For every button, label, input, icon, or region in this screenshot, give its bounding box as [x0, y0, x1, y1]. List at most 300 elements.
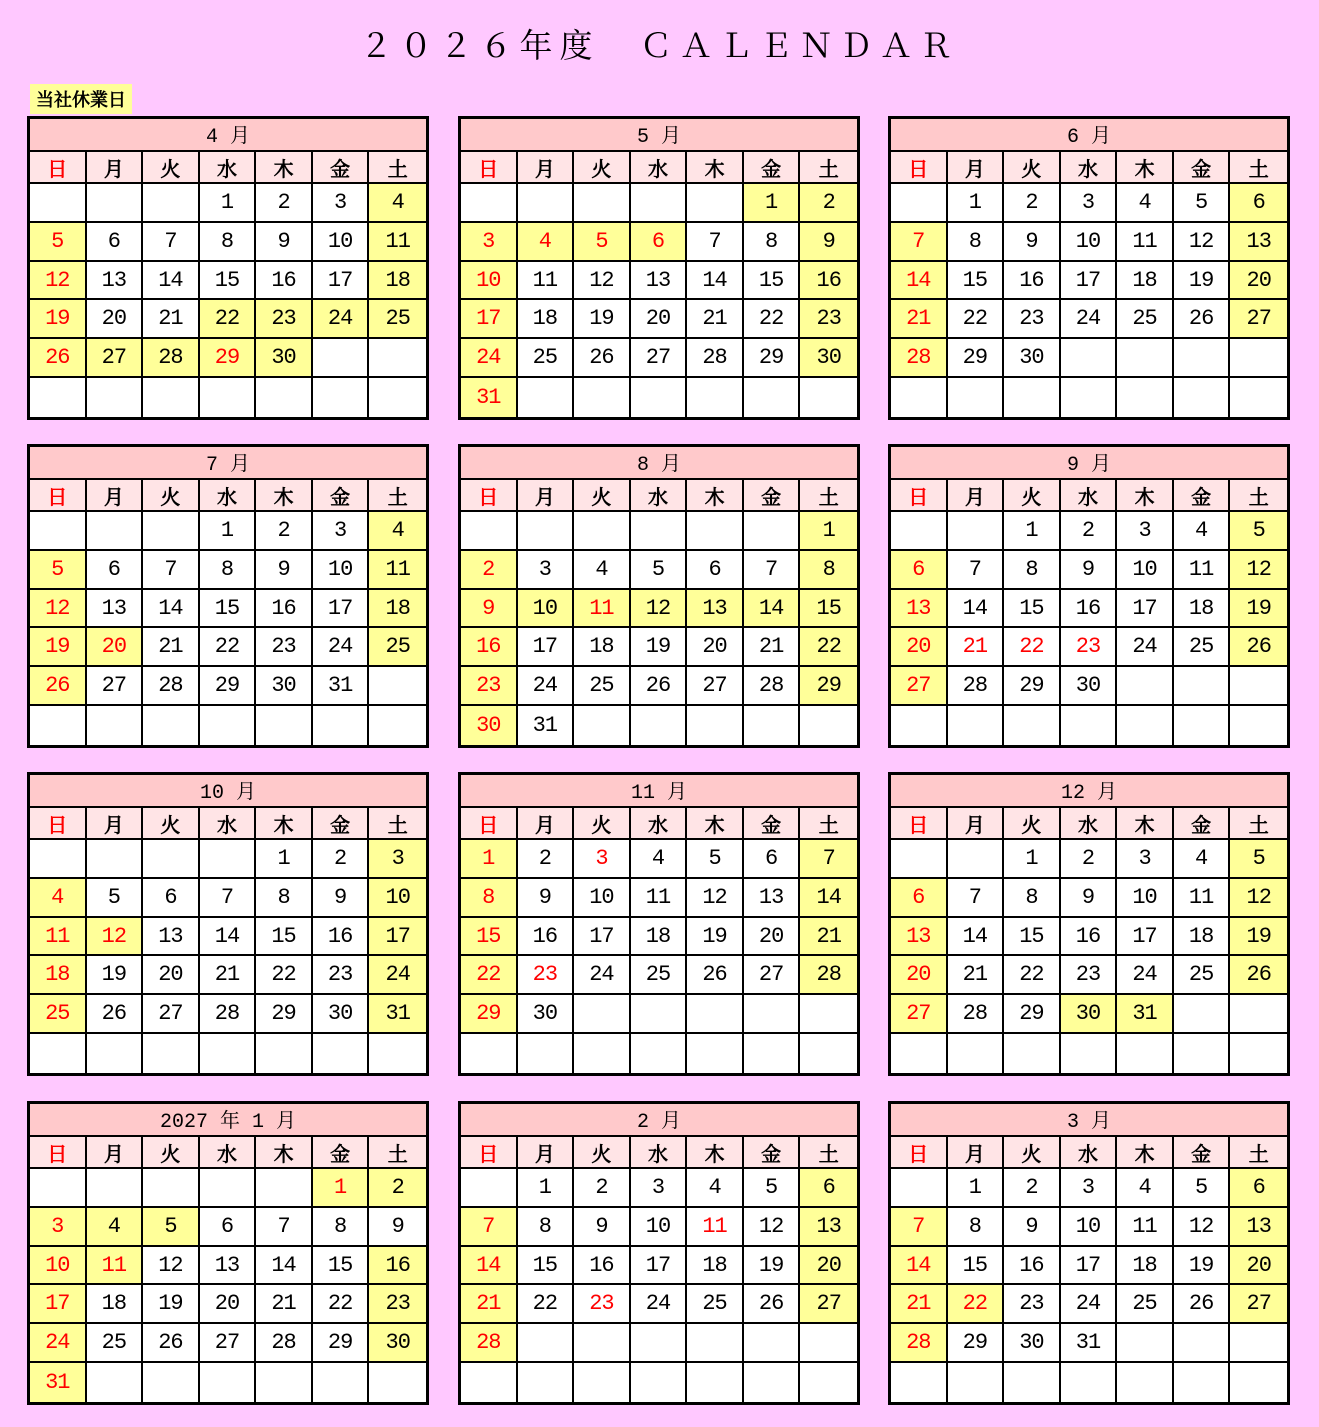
day-cell: 11 — [87, 1247, 144, 1286]
weekday-header: 日 — [891, 480, 948, 512]
empty-day-cell — [744, 1324, 801, 1363]
day-cell: 23 — [369, 1285, 426, 1324]
weekday-header: 土 — [369, 480, 426, 512]
day-cell: 19 — [87, 956, 144, 995]
day-cell: 17 — [30, 1285, 87, 1324]
empty-day-cell — [1230, 706, 1287, 745]
weekday-header: 火 — [574, 1137, 631, 1169]
day-cell: 29 — [1004, 667, 1061, 706]
day-cell: 22 — [200, 300, 257, 339]
day-cell: 9 — [1004, 1208, 1061, 1247]
empty-day-cell — [687, 1324, 744, 1363]
empty-day-cell — [143, 184, 200, 223]
weekday-header: 日 — [891, 808, 948, 840]
day-cell: 1 — [744, 184, 801, 223]
empty-day-cell — [143, 1169, 200, 1208]
weekday-header: 月 — [948, 480, 1005, 512]
day-cell: 15 — [800, 590, 857, 629]
weekday-header: 金 — [744, 1137, 801, 1169]
day-cell: 24 — [574, 956, 631, 995]
day-cell: 31 — [30, 1363, 87, 1402]
day-cell: 5 — [30, 223, 87, 262]
empty-day-cell — [200, 840, 257, 879]
day-cell: 23 — [1004, 1285, 1061, 1324]
day-cell: 14 — [891, 1247, 948, 1286]
empty-day-cell — [948, 1034, 1005, 1073]
month-calendar — [458, 116, 860, 420]
day-cell: 17 — [1117, 918, 1174, 957]
empty-day-cell — [256, 1034, 313, 1073]
day-cell: 13 — [200, 1247, 257, 1286]
day-cell: 25 — [369, 628, 426, 667]
empty-day-cell — [87, 1169, 144, 1208]
month-title: 8 月 — [461, 447, 857, 480]
day-cell: 6 — [87, 223, 144, 262]
day-cell: 3 — [631, 1169, 688, 1208]
day-cell: 30 — [1004, 339, 1061, 378]
weekday-header: 木 — [256, 1137, 313, 1169]
weekday-header: 水 — [631, 808, 688, 840]
weekday-header: 月 — [87, 152, 144, 184]
day-cell: 5 — [87, 879, 144, 918]
empty-day-cell — [1174, 339, 1231, 378]
empty-day-cell — [1230, 378, 1287, 417]
day-cell: 11 — [1174, 879, 1231, 918]
day-cell: 2 — [313, 840, 370, 879]
day-cell: 31 — [313, 667, 370, 706]
day-cell: 16 — [256, 262, 313, 301]
empty-day-cell — [369, 339, 426, 378]
day-cell: 12 — [1230, 879, 1287, 918]
empty-day-cell — [800, 706, 857, 745]
weekday-header: 水 — [1061, 152, 1118, 184]
day-cell: 12 — [30, 590, 87, 629]
month-calendar — [888, 444, 1290, 748]
day-cell: 26 — [574, 339, 631, 378]
empty-day-cell — [518, 1363, 575, 1402]
day-cell: 7 — [143, 551, 200, 590]
day-cell: 13 — [800, 1208, 857, 1247]
day-cell: 13 — [87, 590, 144, 629]
day-cell: 20 — [744, 918, 801, 957]
empty-day-cell — [687, 512, 744, 551]
day-cell: 7 — [461, 1208, 518, 1247]
day-cell: 19 — [1230, 918, 1287, 957]
day-cell: 28 — [687, 339, 744, 378]
empty-day-cell — [1004, 378, 1061, 417]
day-cell: 6 — [143, 879, 200, 918]
day-cell: 25 — [631, 956, 688, 995]
empty-day-cell — [687, 184, 744, 223]
day-cell: 23 — [1004, 300, 1061, 339]
month-title: 2 月 — [461, 1104, 857, 1137]
day-cell: 12 — [87, 918, 144, 957]
day-cell: 18 — [1174, 918, 1231, 957]
day-cell: 2 — [518, 840, 575, 879]
weekday-header: 木 — [687, 1137, 744, 1169]
day-cell: 16 — [256, 590, 313, 629]
day-cell: 8 — [948, 1208, 1005, 1247]
day-cell: 18 — [631, 918, 688, 957]
empty-day-cell — [744, 1363, 801, 1402]
day-cell: 13 — [744, 879, 801, 918]
weekday-header: 火 — [1004, 1137, 1061, 1169]
day-cell: 1 — [313, 1169, 370, 1208]
day-cell: 18 — [1174, 590, 1231, 629]
weekday-header: 金 — [313, 1137, 370, 1169]
day-cell: 14 — [687, 262, 744, 301]
empty-day-cell — [744, 378, 801, 417]
day-cell: 15 — [313, 1247, 370, 1286]
day-cell: 4 — [1174, 840, 1231, 879]
weekday-header: 火 — [143, 1137, 200, 1169]
day-cell: 8 — [1004, 879, 1061, 918]
day-cell: 19 — [687, 918, 744, 957]
day-cell: 18 — [1117, 1247, 1174, 1286]
day-cell: 22 — [518, 1285, 575, 1324]
empty-day-cell — [87, 1363, 144, 1402]
weekday-header: 水 — [1061, 1137, 1118, 1169]
month-grid — [30, 480, 426, 745]
day-cell: 15 — [256, 918, 313, 957]
weekday-header: 水 — [200, 152, 257, 184]
month-calendar — [27, 116, 429, 420]
empty-day-cell — [631, 995, 688, 1034]
empty-day-cell — [1174, 667, 1231, 706]
day-cell: 13 — [891, 590, 948, 629]
empty-day-cell — [1061, 706, 1118, 745]
empty-day-cell — [687, 1034, 744, 1073]
day-cell: 1 — [256, 840, 313, 879]
day-cell: 10 — [1061, 1208, 1118, 1247]
empty-day-cell — [574, 995, 631, 1034]
day-cell: 1 — [948, 184, 1005, 223]
day-cell: 9 — [1004, 223, 1061, 262]
day-cell: 30 — [256, 667, 313, 706]
day-cell: 23 — [1061, 956, 1118, 995]
day-cell: 4 — [87, 1208, 144, 1247]
weekday-header: 土 — [1230, 480, 1287, 512]
day-cell: 11 — [574, 590, 631, 629]
day-cell: 27 — [891, 995, 948, 1034]
day-cell: 21 — [687, 300, 744, 339]
day-cell: 20 — [1230, 1247, 1287, 1286]
day-cell: 7 — [948, 551, 1005, 590]
day-cell: 25 — [87, 1324, 144, 1363]
empty-day-cell — [369, 706, 426, 745]
empty-day-cell — [891, 184, 948, 223]
day-cell: 29 — [200, 667, 257, 706]
weekday-header: 土 — [800, 1137, 857, 1169]
empty-day-cell — [87, 184, 144, 223]
weekday-header: 土 — [369, 152, 426, 184]
day-cell: 16 — [369, 1247, 426, 1286]
day-cell: 8 — [800, 551, 857, 590]
day-cell: 8 — [948, 223, 1005, 262]
day-cell: 22 — [461, 956, 518, 995]
empty-day-cell — [948, 512, 1005, 551]
day-cell: 15 — [1004, 918, 1061, 957]
day-cell: 25 — [518, 339, 575, 378]
day-cell: 3 — [1061, 184, 1118, 223]
day-cell: 21 — [256, 1285, 313, 1324]
day-cell: 21 — [891, 300, 948, 339]
day-cell: 23 — [574, 1285, 631, 1324]
day-cell: 12 — [574, 262, 631, 301]
day-cell: 5 — [574, 223, 631, 262]
empty-day-cell — [1061, 339, 1118, 378]
day-cell: 3 — [1061, 1169, 1118, 1208]
day-cell: 10 — [313, 223, 370, 262]
weekday-header: 月 — [948, 808, 1005, 840]
weekday-header: 日 — [461, 808, 518, 840]
day-cell: 25 — [1117, 1285, 1174, 1324]
day-cell: 31 — [369, 995, 426, 1034]
day-cell: 6 — [200, 1208, 257, 1247]
day-cell: 28 — [800, 956, 857, 995]
empty-day-cell — [30, 840, 87, 879]
day-cell: 19 — [744, 1247, 801, 1286]
day-cell: 6 — [631, 223, 688, 262]
day-cell: 15 — [200, 262, 257, 301]
weekday-header: 火 — [1004, 152, 1061, 184]
empty-day-cell — [461, 1363, 518, 1402]
empty-day-cell — [369, 378, 426, 417]
weekday-header: 金 — [744, 152, 801, 184]
day-cell: 30 — [1061, 667, 1118, 706]
day-cell: 20 — [87, 628, 144, 667]
day-cell: 22 — [948, 300, 1005, 339]
empty-day-cell — [891, 512, 948, 551]
day-cell: 13 — [1230, 223, 1287, 262]
day-cell: 16 — [800, 262, 857, 301]
day-cell: 24 — [313, 300, 370, 339]
empty-day-cell — [313, 339, 370, 378]
weekday-header: 火 — [143, 152, 200, 184]
day-cell: 20 — [87, 300, 144, 339]
empty-day-cell — [800, 1324, 857, 1363]
empty-day-cell — [1230, 1034, 1287, 1073]
weekday-header: 火 — [574, 808, 631, 840]
weekday-header: 月 — [87, 808, 144, 840]
day-cell: 14 — [744, 590, 801, 629]
empty-day-cell — [87, 378, 144, 417]
empty-day-cell — [891, 1169, 948, 1208]
day-cell: 4 — [687, 1169, 744, 1208]
empty-day-cell — [1117, 1324, 1174, 1363]
empty-day-cell — [800, 995, 857, 1034]
day-cell: 31 — [518, 706, 575, 745]
day-cell: 5 — [143, 1208, 200, 1247]
month-title: 9 月 — [891, 447, 1287, 480]
month-calendar — [458, 1101, 860, 1405]
day-cell: 11 — [518, 262, 575, 301]
weekday-header: 木 — [687, 152, 744, 184]
day-cell: 24 — [313, 628, 370, 667]
day-cell: 6 — [687, 551, 744, 590]
day-cell: 18 — [30, 956, 87, 995]
empty-day-cell — [1174, 1363, 1231, 1402]
day-cell: 1 — [200, 512, 257, 551]
weekday-header: 金 — [744, 480, 801, 512]
day-cell: 19 — [631, 628, 688, 667]
day-cell: 31 — [1117, 995, 1174, 1034]
empty-day-cell — [1117, 339, 1174, 378]
day-cell: 12 — [1174, 223, 1231, 262]
day-cell: 14 — [143, 590, 200, 629]
page-title: ２０２６年度 ＣＡＬＥＮＤＡＲ — [359, 29, 960, 65]
day-cell: 2 — [1061, 840, 1118, 879]
empty-day-cell — [143, 1034, 200, 1073]
empty-day-cell — [631, 1324, 688, 1363]
empty-day-cell — [200, 1034, 257, 1073]
day-cell: 7 — [744, 551, 801, 590]
empty-day-cell — [313, 378, 370, 417]
empty-day-cell — [1004, 1034, 1061, 1073]
day-cell: 28 — [143, 667, 200, 706]
day-cell: 26 — [1174, 1285, 1231, 1324]
day-cell: 27 — [631, 339, 688, 378]
empty-day-cell — [574, 378, 631, 417]
month-grid — [461, 480, 857, 745]
empty-day-cell — [574, 512, 631, 551]
weekday-header: 日 — [461, 1137, 518, 1169]
day-cell: 6 — [891, 551, 948, 590]
month-title: 2027 年 1 月 — [30, 1104, 426, 1137]
day-cell: 10 — [1117, 879, 1174, 918]
day-cell: 20 — [200, 1285, 257, 1324]
day-cell: 17 — [518, 628, 575, 667]
day-cell: 18 — [687, 1247, 744, 1286]
day-cell: 1 — [1004, 512, 1061, 551]
day-cell: 28 — [948, 995, 1005, 1034]
month-grid — [891, 1137, 1287, 1402]
day-cell: 16 — [1004, 1247, 1061, 1286]
day-cell: 30 — [518, 995, 575, 1034]
day-cell: 1 — [800, 512, 857, 551]
day-cell: 19 — [1174, 262, 1231, 301]
empty-day-cell — [256, 706, 313, 745]
weekday-header: 木 — [256, 480, 313, 512]
day-cell: 27 — [143, 995, 200, 1034]
day-cell: 14 — [200, 918, 257, 957]
empty-day-cell — [574, 1034, 631, 1073]
day-cell: 12 — [1230, 551, 1287, 590]
day-cell: 6 — [891, 879, 948, 918]
day-cell: 31 — [461, 378, 518, 417]
day-cell: 9 — [256, 551, 313, 590]
month-calendar — [888, 116, 1290, 420]
weekday-header: 木 — [1117, 1137, 1174, 1169]
empty-day-cell — [574, 1363, 631, 1402]
day-cell: 10 — [574, 879, 631, 918]
day-cell: 29 — [256, 995, 313, 1034]
day-cell: 19 — [1174, 1247, 1231, 1286]
weekday-header: 火 — [574, 152, 631, 184]
day-cell: 16 — [518, 918, 575, 957]
day-cell: 5 — [1174, 184, 1231, 223]
month-title: 7 月 — [30, 447, 426, 480]
month-title: 11 月 — [461, 775, 857, 808]
weekday-header: 日 — [461, 480, 518, 512]
day-cell: 26 — [87, 995, 144, 1034]
day-cell: 10 — [518, 590, 575, 629]
day-cell: 6 — [744, 840, 801, 879]
day-cell: 26 — [1230, 628, 1287, 667]
day-cell: 8 — [200, 551, 257, 590]
empty-day-cell — [1117, 378, 1174, 417]
weekday-header: 金 — [313, 480, 370, 512]
month-grid — [30, 1137, 426, 1402]
empty-day-cell — [200, 1169, 257, 1208]
weekday-header: 月 — [518, 152, 575, 184]
empty-day-cell — [631, 1034, 688, 1073]
day-cell: 19 — [143, 1285, 200, 1324]
empty-day-cell — [891, 840, 948, 879]
day-cell: 9 — [369, 1208, 426, 1247]
day-cell: 22 — [200, 628, 257, 667]
day-cell: 16 — [1061, 918, 1118, 957]
month-grid — [30, 808, 426, 1073]
day-cell: 22 — [313, 1285, 370, 1324]
empty-day-cell — [518, 184, 575, 223]
empty-day-cell — [891, 1034, 948, 1073]
day-cell: 17 — [1117, 590, 1174, 629]
day-cell: 21 — [891, 1285, 948, 1324]
day-cell: 16 — [461, 628, 518, 667]
empty-day-cell — [1061, 378, 1118, 417]
weekday-header: 月 — [87, 1137, 144, 1169]
empty-day-cell — [1004, 706, 1061, 745]
day-cell: 7 — [687, 223, 744, 262]
day-cell: 15 — [518, 1247, 575, 1286]
day-cell: 24 — [518, 667, 575, 706]
empty-day-cell — [687, 378, 744, 417]
day-cell: 8 — [200, 223, 257, 262]
empty-day-cell — [574, 1324, 631, 1363]
day-cell: 13 — [143, 918, 200, 957]
day-cell: 26 — [30, 667, 87, 706]
day-cell: 19 — [30, 300, 87, 339]
day-cell: 10 — [631, 1208, 688, 1247]
day-cell: 21 — [800, 918, 857, 957]
empty-day-cell — [143, 1363, 200, 1402]
weekday-header: 土 — [800, 808, 857, 840]
day-cell: 2 — [1004, 184, 1061, 223]
empty-day-cell — [143, 512, 200, 551]
day-cell: 18 — [1117, 262, 1174, 301]
day-cell: 14 — [948, 918, 1005, 957]
day-cell: 3 — [518, 551, 575, 590]
empty-day-cell — [1117, 1034, 1174, 1073]
day-cell: 6 — [87, 551, 144, 590]
legend-closed-days: 当社休業日 — [30, 84, 132, 114]
month-calendar — [27, 1101, 429, 1405]
day-cell: 24 — [1117, 956, 1174, 995]
day-cell: 15 — [948, 1247, 1005, 1286]
empty-day-cell — [30, 184, 87, 223]
empty-day-cell — [631, 378, 688, 417]
empty-day-cell — [30, 1169, 87, 1208]
month-grid — [461, 152, 857, 417]
day-cell: 25 — [1174, 956, 1231, 995]
empty-day-cell — [800, 378, 857, 417]
empty-day-cell — [1117, 1363, 1174, 1402]
day-cell: 23 — [1061, 628, 1118, 667]
day-cell: 24 — [461, 339, 518, 378]
weekday-header: 木 — [1117, 152, 1174, 184]
day-cell: 12 — [30, 262, 87, 301]
